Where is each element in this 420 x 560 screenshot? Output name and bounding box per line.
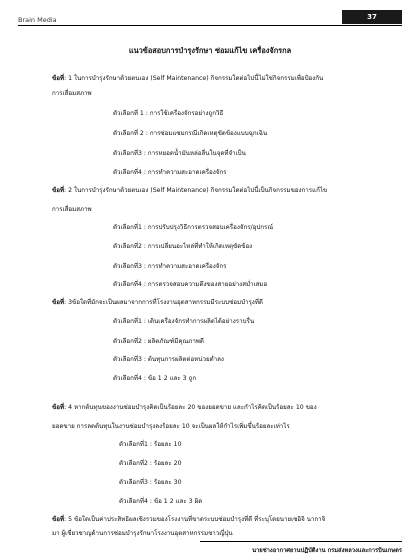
option: ตัวเลือกที่4 : การตรวจสอบความตึงของสายอย่างสม่ำเสมอ bbox=[113, 281, 268, 288]
question-5-continuation: มา ผู้เชี่ยวชาญด้านการซ่อมบำรุงรักษาโรงงานอุตสาหกรรมชาวญี่ปุ่น bbox=[52, 530, 233, 537]
option: ตัวเลือกที่2 : ร้อยละ 20 bbox=[119, 460, 182, 467]
question-label: ข้อที่ bbox=[52, 516, 65, 523]
option: ตัวเลือกที่4 : ข้อ 1 2 และ 3 ผิด bbox=[119, 498, 203, 505]
question-label: ข้อที่ bbox=[52, 404, 65, 411]
option: ตัวเลือกที่1 : ร้อยละ 10 bbox=[119, 441, 182, 448]
question-1 bbox=[52, 71, 384, 86]
header-brand: Brain Media bbox=[18, 16, 57, 24]
question-5 bbox=[52, 512, 384, 527]
question-1-continuation: การเสื่อมสภาพ bbox=[52, 90, 92, 97]
option: ตัวเลือกที่3 : ต้นทุนการผลิตต่อหน่วยต่ำลง bbox=[113, 356, 224, 363]
question-label: ข้อที่ bbox=[52, 187, 65, 194]
question-4-continuation: ยอดขาย การลดต้นทุนในงานซ่อมบำรุงลงร้อยละ 10 จะเป็นผลให้กำไรเพิ่มขึ้นร้อยละเท่าไร bbox=[52, 423, 290, 430]
question-4 bbox=[52, 400, 384, 415]
question-3 bbox=[52, 295, 384, 310]
option: ตัวเลือกที่2 : การเปลี่ยนอะไหล่ที่ทำให้เกิดเหตุขัดข้อง bbox=[113, 243, 253, 250]
option: ตัวเลือกที่4 : ข้อ 1 2 และ 3 ถูก bbox=[113, 375, 197, 382]
question-text: : 1 ในการบำรุงรักษาด้วยตนเอง (Self Maintenance) กิจกรรมใดต่อไปนี้ไม่ใช่กิจกรรมเพื่อป้องกัน bbox=[64, 75, 324, 82]
option: ตัวเลือกที่3 : ร้อยละ 30 bbox=[119, 479, 182, 486]
page-title: แนวข้อสอบการบำรุงรักษา ซ่อมแก้ไข เครื่องจักรกล bbox=[128, 46, 292, 55]
option: ตัวเลือกที่3 : การทำความสะอาดเครื่องจักร bbox=[113, 263, 227, 270]
footer-divider bbox=[200, 541, 402, 542]
question-2 bbox=[52, 183, 384, 198]
option: ตัวเลือกที่4 : การทำความสะอาดเครื่องจักร bbox=[113, 169, 227, 176]
option: ตัวเลือกที่ 1 : การใช้เครื่องจักรอย่างถูกวิธี bbox=[113, 110, 224, 117]
question-label: ข้อที่ bbox=[52, 299, 65, 306]
question-2-continuation: การเสื่อมสภาพ bbox=[52, 206, 92, 213]
footer-text: นายช่างอากาศยานปฏิบัติงาน กรมส่งหลวงและการบินเกษตร bbox=[252, 548, 402, 554]
option: ตัวเลือกที่1 : เดินเครื่องจักรทำการผลิตได้อย่างราบรื่น bbox=[113, 318, 255, 325]
option: ตัวเลือกที่ 2 : การซ่อมแซมกรณีเกิดเหตุขัดข้องแบบฉุกเฉิน bbox=[113, 130, 268, 137]
question-text: : 3ข้อใดที่มักจะเป็นผลมาจากการที่โรงงานอุตสาหกรรมมีระบบซ่อมบำรุงที่ดี bbox=[64, 299, 263, 306]
option: ตัวเลือกที่3 : การหยอดน้ำมันหล่อลื่นในจุดที่จำเป็น bbox=[113, 150, 246, 157]
option: ตัวเลือกที่2 : ผลิตภัณฑ์มีคุณภาพดี bbox=[113, 338, 204, 345]
question-text: : 4 หากต้นทุนของงานซ่อมบำรุงคิดเป็นร้อยละ 20 ของยอดขาย และกำไรคิดเป็นร้อยละ 10 ของ bbox=[64, 404, 317, 411]
question-label: ข้อที่ bbox=[52, 75, 65, 82]
question-text: : 2 ในการบำรุงรักษาด้วยตนเอง (Self Maintenance) กิจกรรมใดต่อไปนี้เป็นกิจกรรมของการแก้ไข bbox=[64, 187, 328, 194]
question-text: : 5 ข้อใดเป็นค่าประสิทธิผลเชิงรวมของโรงงานที่ขาดระบบซ่อมบำรุงที่ดี ที่ระบุโดยนายเซอิจิ นากาจิ bbox=[64, 516, 326, 523]
header-divider bbox=[18, 25, 402, 26]
option: ตัวเลือกที่1 : การปรับปรุงวิธีการตรวจสอบเครื่องจักร/อุปกรณ์ bbox=[113, 224, 274, 231]
page-number-badge: 37 bbox=[342, 10, 402, 24]
